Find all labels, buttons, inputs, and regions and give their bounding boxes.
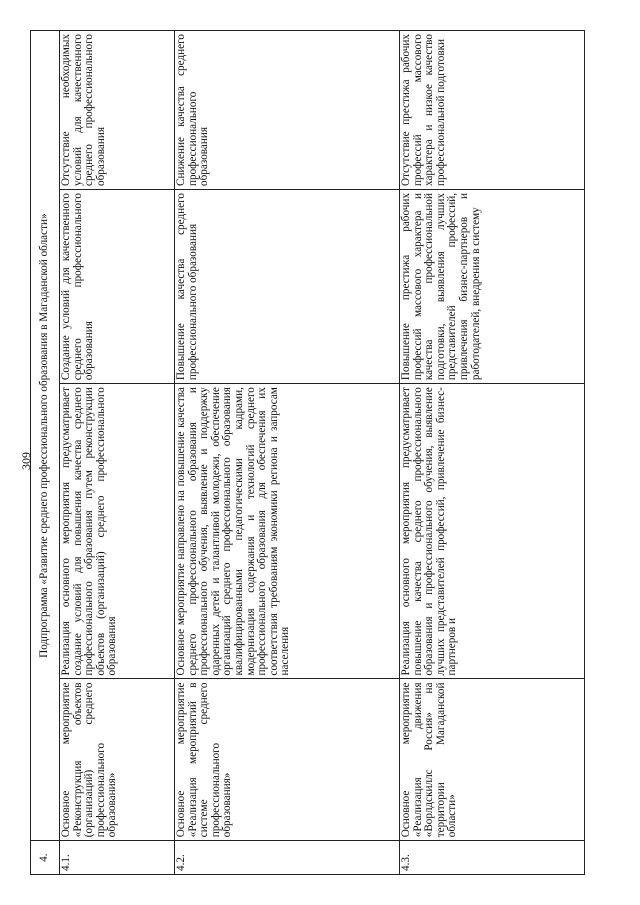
measure-cell: Основное мероприятие «Реализация мероприятий в системе среднего профессионального образования» bbox=[175, 679, 400, 841]
table-row bbox=[400, 31, 585, 875]
risk-cell: Отсутствие необходимых условий для качественного среднего профессионального образования bbox=[60, 31, 175, 190]
description-cell: Реализация основного мероприятия предусматривает создание условий для повышения качества среднего профессионального образования путем реконструкции объектов (организаций) среднего профессионального образования bbox=[60, 384, 175, 679]
rotated-table-wrapper bbox=[30, 30, 585, 875]
measure-cell: Основное мероприятие «Реализация движения «Ворлдскиллс Россия» на территории Магаданской области» bbox=[400, 679, 585, 841]
measure-cell: Основное мероприятие «Реконструкция объектов (организаций) среднего профессионального образования» bbox=[60, 679, 175, 841]
measures-table bbox=[30, 30, 585, 875]
result-cell: Создание условий для качественного среднего профессионального образования bbox=[60, 190, 175, 384]
description-cell: Реализация основного мероприятия предусматривает повышение качества среднего профессионального образования и профессионального обучения, выявление лучших представителей профессий, привлечение бизнес-партнеров и bbox=[400, 384, 585, 679]
row-number: 4.1. bbox=[60, 841, 175, 875]
result-cell: Повышение престижа рабочих профессий массового характера и качества профессиональной подготовки, выявления лучших представителей профессий, привлечения бизнес-партнеров и работодателей, внедрения в систему bbox=[400, 190, 585, 384]
risk-cell: Отсутствие престижа рабочих профессий массового характера и низкое качество профессиональной подготовки bbox=[400, 31, 585, 190]
subprogram-title: Подпрограмма «Развитие среднего профессионального образования в Магаданской области» bbox=[31, 31, 60, 841]
page-number: 309 bbox=[19, 452, 33, 470]
row-number: 4.3. bbox=[400, 841, 585, 875]
row-number: 4.2. bbox=[175, 841, 400, 875]
result-cell: Повышение качества среднего профессионального образования bbox=[175, 190, 400, 384]
risk-cell: Снижение качества среднего профессионального образования bbox=[175, 31, 400, 190]
subprogram-number: 4. bbox=[31, 841, 60, 875]
table-row bbox=[60, 31, 175, 875]
subprogram-header-row bbox=[31, 31, 60, 875]
table-row bbox=[175, 31, 400, 875]
description-cell: Основное мероприятие направлено на повышение качества среднего профессионального образования и профессионального обучения, выявление и поддержку одаренных детей и талантливой молодежи, обеспечение организаций среднего профессионального образования квалифицированными педагогическими кадрами, модернизация содержания и технологий среднего профессионального образования для обеспечения их соответствия требованиям экономики региона и запросам населения bbox=[175, 384, 400, 679]
